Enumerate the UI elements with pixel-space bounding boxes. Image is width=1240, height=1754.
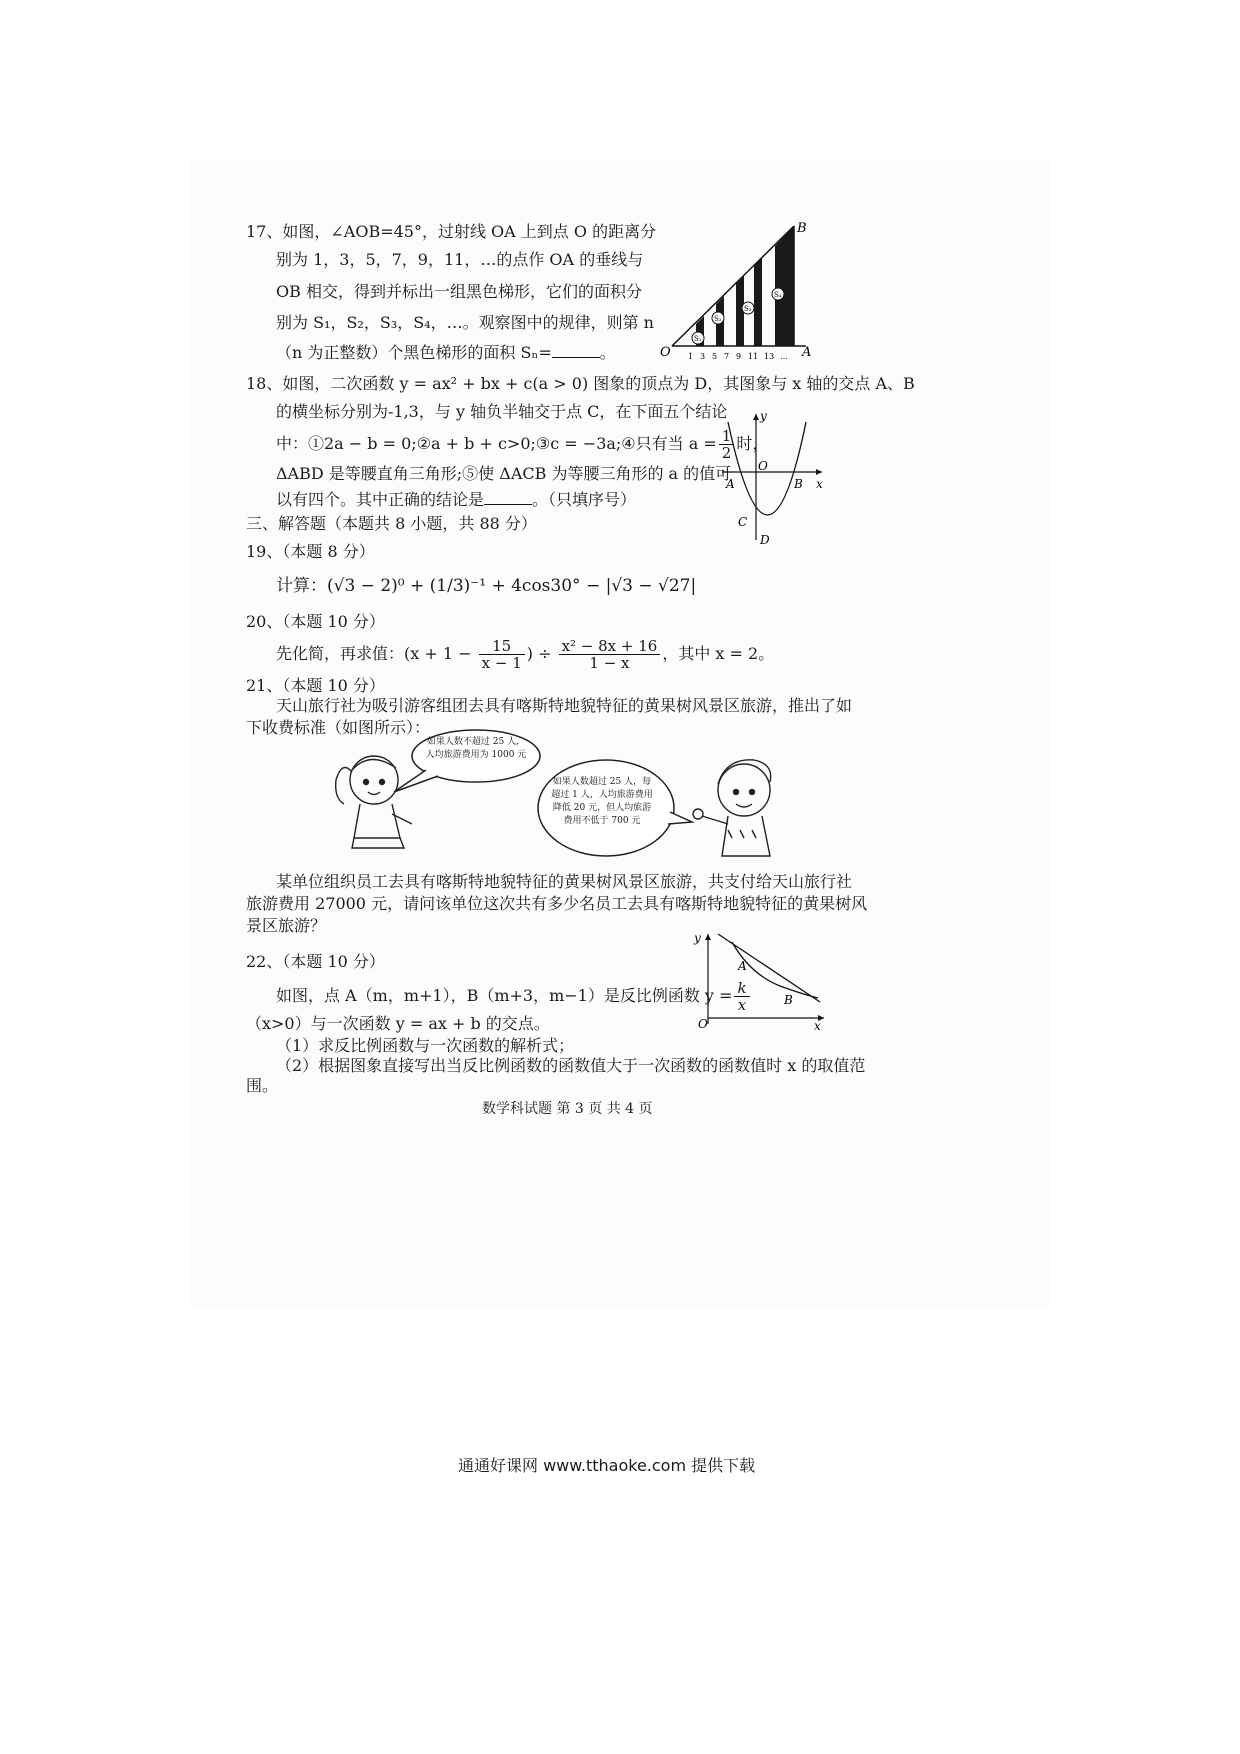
q17-line-3: OB 相交，得到并标出一组黑色梯形，它们的面积分	[276, 282, 642, 301]
point-b-label: B	[784, 993, 793, 1007]
q18-line-1: 18、如图，二次函数 y = ax² + bx + c(a > 0) 图象的顶点为 D，其图象与 x 轴的交点 A、B	[246, 374, 915, 393]
q19-body	[276, 576, 696, 596]
q18-line-3-tail: 时，	[736, 434, 769, 453]
fraction-denominator: x − 1	[481, 654, 522, 672]
q22-sub-1: （1）求反比例函数与一次函数的解析式；	[276, 1036, 575, 1055]
axis-x-label: x	[814, 1019, 821, 1032]
q18-line-2: 的横坐标分别为-1,3，与 y 轴负半轴交于点 C，在下面五个结论	[276, 402, 728, 421]
q18-line-5	[276, 490, 636, 510]
tick-5: 5	[712, 352, 718, 360]
tick-9: 9	[736, 352, 742, 360]
q20-mid: ) ÷	[526, 644, 552, 663]
fraction-numerator: 1	[719, 428, 735, 445]
label-a: A	[802, 345, 812, 360]
q21-body-1: 某单位组织员工去具有喀斯特地貌特征的黄果树风景区旅游，共支付给天山旅行社	[276, 872, 853, 891]
tick-13: 13	[764, 352, 775, 360]
axis-x-label: x	[816, 477, 823, 491]
fraction-denominator: 2	[721, 444, 732, 462]
q18-line-5-tail: 。（只填序号）	[532, 490, 637, 509]
section-3-title: 三、解答题（本题共 8 小题，共 88 分）	[246, 514, 537, 533]
axis-y-label: y	[694, 931, 701, 945]
point-c-label: C	[738, 515, 748, 529]
q20-tail: ，其中 x = 2。	[662, 644, 775, 663]
answer-blank	[484, 490, 532, 505]
fraction-numerator: 15	[479, 638, 525, 655]
q21-line-1: 天山旅行社为吸引游客组团去具有喀斯特地貌特征的黄果树风景区旅游，推出了如	[276, 696, 853, 715]
q20-fraction-2	[559, 638, 661, 671]
fraction-numerator: x² − 8x + 16	[559, 638, 661, 655]
fraction-denominator: 1 − x	[589, 654, 630, 672]
label-o: O	[660, 345, 671, 360]
site-footer: 通通好课网 www.tthaoke.com 提供下载	[458, 1456, 756, 1475]
q22-sub-2-cont: 围。	[246, 1076, 279, 1095]
q18-line-3	[276, 428, 768, 461]
area-s4: S₄	[774, 291, 782, 299]
area-s3: S₃	[744, 305, 752, 313]
tick-1: 1	[688, 352, 694, 360]
q18-figure	[718, 408, 828, 548]
q18-line-3-text: 中：①2a − b = 0;②a + b + c>0;③c = −3a;④只有当 a =	[276, 434, 717, 453]
q17-line-4: 别为 S₁，S₂，S₃，S₄，…。观察图中的规律，则第 n	[276, 313, 654, 332]
point-b-label: B	[794, 477, 803, 491]
q19-expression: (√3 − 2)⁰ + (1/3)⁻¹ + 4cos30° − |√3 − √27|	[327, 576, 697, 596]
axis-y-label: y	[760, 409, 767, 423]
q20-body	[276, 638, 774, 671]
q20-head: 20、（本题 10 分）	[246, 612, 385, 631]
boy-figure	[693, 760, 771, 856]
q17-line-5-tail: 。	[599, 343, 616, 362]
q17-figure	[658, 218, 828, 360]
q20-prefix: 先化简，再求值：(x + 1 −	[276, 644, 472, 663]
label-b: B	[797, 221, 807, 236]
q17-line-5	[276, 343, 616, 363]
area-s2: S₂	[714, 315, 722, 323]
area-s1: S₁	[694, 335, 702, 343]
tick-3: 3	[700, 352, 706, 360]
tick-11: 11	[748, 352, 759, 360]
speech-bubble-2: 如果人数超过 25 人，每超过 1 人，人均旅游费用降低 20 元，但人均旅游费用不低于 700 元	[551, 777, 653, 826]
q22-line-1-text: 如图，点 A（m，m+1），B（m+3，m−1）是反比例函数 y =	[276, 986, 733, 1005]
q19-head: 19、（本题 8 分）	[246, 542, 375, 561]
q21-line-2: 下收费标准（如图所示）：	[246, 718, 431, 737]
q18-line-5-text: 以有四个。其中正确的结论是	[276, 490, 485, 509]
q22-head: 22、（本题 10 分）	[246, 952, 385, 971]
q22-line-1	[276, 980, 752, 1013]
tick-7: 7	[724, 352, 730, 360]
q17-line-1: 17、如图，∠AOB=45°，过射线 OA 上到点 O 的距离分	[246, 222, 657, 241]
speech-bubble-1: 如果人数不超过 25 人，人均旅游费用为 1000 元	[425, 737, 527, 760]
q17-line-5-text: （n 为正整数）个黑色梯形的面积 Sₙ=	[276, 343, 552, 362]
q17-line-2: 别为 1，3，5，7，9，11，…的点作 OA 的垂线与	[276, 250, 644, 269]
q21-body-3: 景区旅游？	[246, 916, 327, 935]
q20-fraction-1	[479, 638, 525, 671]
girl-figure	[336, 756, 412, 848]
answer-blank	[552, 343, 600, 358]
tick-more: …	[780, 352, 788, 360]
page-footer: 数学科试题 第 3 页 共 4 页	[482, 1101, 653, 1117]
q18-line-4: ΔABD 是等腰直角三角形;⑤使 ΔACB 为等腰三角形的 a 的值可	[276, 464, 732, 483]
q19-prefix: 计算：	[276, 576, 327, 596]
fraction-numerator: k	[734, 980, 749, 997]
point-d-label: D	[760, 533, 770, 547]
q22-line-2: （x>0）与一次函数 y = ax + b 的交点。	[246, 1014, 550, 1033]
q21-head: 21、（本题 10 分）	[246, 676, 385, 695]
point-a-label: A	[738, 959, 747, 973]
q22-figure	[688, 928, 832, 1032]
q21-body-2: 旅游费用 27000 元，请问该单位这次共有多少名员工去具有喀斯特地貌特征的黄果树风	[246, 894, 868, 913]
origin-label: O	[758, 459, 768, 473]
q22-sub-2: （2）根据图象直接写出当反比例函数的函数值大于一次函数的函数值时 x 的取值范	[276, 1056, 866, 1075]
origin-label: O	[698, 1017, 708, 1031]
fraction-denominator: x	[737, 996, 747, 1014]
point-a-label: A	[726, 477, 735, 491]
